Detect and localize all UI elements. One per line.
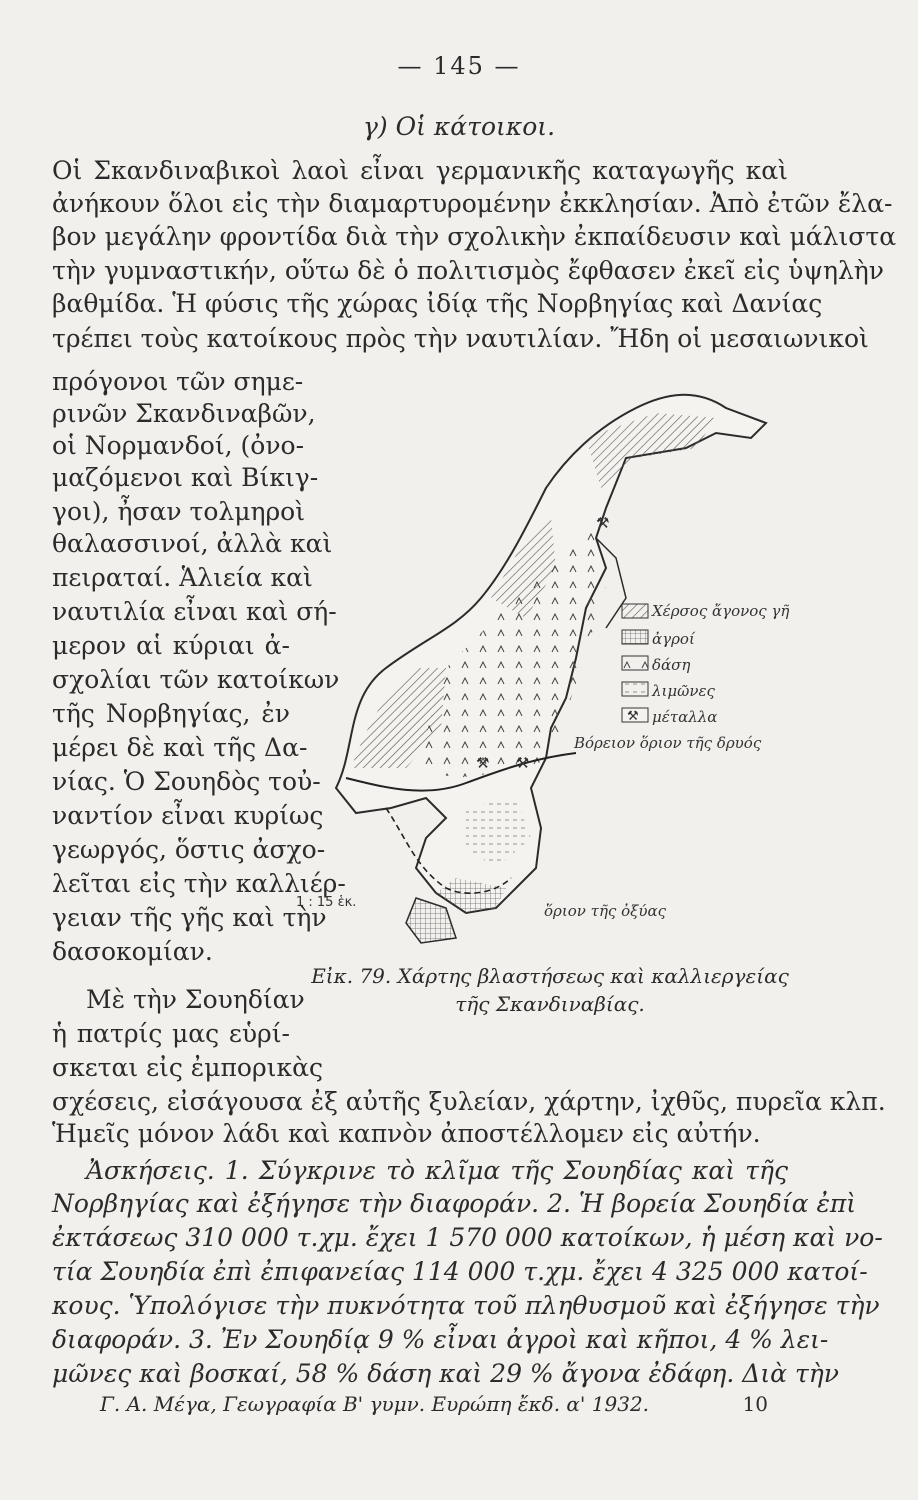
map-scale: 1 : 15 ἑκ. (296, 895, 357, 910)
text-line: ναντίον εἶναι κυρίως (52, 801, 324, 830)
signature-number: 10 (742, 1392, 768, 1416)
legend-label: δάση (652, 656, 691, 674)
text-line: βαθμίδα. Ἡ φύσις τῆς χώρας ἰδίᾳ τῆς Νορβηγίας καὶ Δανίας (52, 289, 823, 318)
text-line: τὴν γυμναστικήν, οὕτω δὲ ὁ πολιτισμὸς ἔφθασεν ἐκεῖ εἰς ὑψηλὴν (52, 256, 884, 285)
footer-citation: Γ. Α. Μέγα, Γεωγραφία Β' γυμν. Ευρώπη ἔκδ. α' 1932. (100, 1392, 650, 1416)
text-line: λεῖται εἰς τὴν καλλιέρ- (52, 869, 346, 898)
text-line: ἡ πατρίς μας εὑρί- (52, 1019, 290, 1048)
exercise-line: τία Σουηδία ἐπὶ ἐπιφανείας 114 000 τ.χμ. ἔχει 4 325 000 κατοί- (52, 1257, 868, 1286)
legend-label: ἀγροί (652, 630, 695, 648)
legend-label: μέταλλα (652, 708, 718, 726)
text-line: θαλασσινοί, ἀλλὰ καὶ (52, 529, 333, 558)
oak-limit-label: Βόρειον ὅριον τῆς δρυός (574, 734, 762, 752)
text-line: πρόγονοι τῶν σημε- (52, 367, 304, 396)
text-line: σχολίαι τῶν κατοίκων (52, 665, 340, 694)
text-line: τρέπει τοὺς κατοίκους πρὸς τὴν ναυτιλίαν. Ἤδη οἱ μεσαιωνικοὶ (52, 324, 869, 353)
text-line: τῆς Νορβηγίας, ἐν (52, 699, 290, 728)
text-line: ἀνήκουν ὅλοι εἰς τὴν διαμαρτυρομένην ἐκκλησίαν. Ἀπὸ ἐτῶν ἔλα- (52, 189, 893, 218)
figure-caption: τῆς Σκανδιναβίας. (455, 992, 645, 1016)
text-line: βον μεγάλην φροντίδα διὰ τὴν σχολικὴν ἐκπαίδευσιν καὶ μάλιστα (52, 222, 897, 251)
text-line: πειραταί. Ἁλιεία καὶ (52, 563, 313, 592)
exercise-line: κους. Ὑπολόγισε τὴν πυκνότητα τοῦ πληθυσμοῦ καὶ ἐξήγησε τὴν (52, 1291, 880, 1320)
legend-label: λιμῶνες (652, 682, 715, 700)
figure-caption: Εἰκ. 79. Χάρτης βλαστήσεως καὶ καλλιεργείας (311, 964, 789, 988)
svg-text:⚒: ⚒ (627, 709, 639, 724)
text-line: γοι), ἦσαν τολμηροὶ (52, 497, 306, 526)
exercise-line: διαφοράν. 3. Ἐν Σουηδίᾳ 9 % εἶναι ἀγροὶ καὶ κῆποι, 4 % λει- (52, 1325, 829, 1354)
exercise-line: Νορβηγίας καὶ ἐξήγησε τὴν διαφοράν. 2. Ἡ βορεία Σουηδία ἐπὶ (52, 1189, 857, 1218)
legend-label: Χέρσος ἄγονος γῆ (652, 602, 790, 620)
map-legend (622, 602, 789, 726)
text-line: σχέσεις, εἰσάγουσα ἐξ αὐτῆς ξυλείαν, χάρτην, ἰχθῦς, πυρεῖα κλπ. (52, 1087, 886, 1116)
text-line: δασοκομίαν. (52, 937, 213, 966)
svg-text:⚒: ⚒ (476, 754, 490, 772)
beech-limit-label: ὅριον τῆς ὀξύας (544, 902, 667, 920)
text-line: νίας. Ὁ Σουηδὸς τοὐ- (52, 767, 321, 796)
text-line: μαζόμενοι καὶ Βίκιγ- (52, 463, 319, 492)
page-number: — 145 — (397, 52, 521, 80)
section-heading: γ) Οἱ κάτοικοι. (362, 112, 556, 141)
text-line: Ἡμεῖς μόνον λάδι καὶ καπνὸν ἀποστέλλομεν εἰς αὐτήν. (52, 1119, 761, 1148)
exercise-line: ἐκτάσεως 310 000 τ.χμ. ἔχει 1 570 000 κατοίκων, ἡ μέση καὶ νο- (52, 1223, 883, 1252)
text-line: μερον αἱ κύριαι ἀ- (52, 631, 290, 660)
text-line: γειαν τῆς γῆς καὶ τὴν (52, 903, 327, 932)
page-footer (100, 1392, 768, 1416)
text-line: ρινῶν Σκανδιναβῶν, (52, 399, 316, 428)
text-line: Οἱ Σκανδιναβικοὶ λαοὶ εἶναι γερμανικῆς καταγωγῆς καὶ (52, 156, 788, 185)
svg-text:⚒: ⚒ (516, 754, 530, 772)
text-line: οἱ Νορμανδοί, (ὀνο- (52, 431, 305, 460)
svg-text:⚒: ⚒ (596, 514, 610, 532)
exercise-line: μῶνες καὶ βοσκαί, 58 % δάση καὶ 29 % ἄγονα ἐδάφη. Διὰ τὴν (52, 1359, 839, 1388)
text-line: μέρει δὲ καὶ τῆς Δα- (52, 733, 308, 762)
text-line: ναυτιλία εἶναι καὶ σή- (52, 597, 337, 626)
text-line: Μὲ τὴν Σουηδίαν (86, 985, 305, 1014)
exercise-line: Ἀσκήσεις. 1. Σύγκρινε τὸ κλῖμα τῆς Σουηδίας καὶ τῆς (86, 1156, 788, 1185)
text-line: γεωργός, ὅστις ἀσχο- (52, 835, 326, 864)
scandinavia-vegetation-map (296, 368, 792, 948)
text-line: σκεται εἰς ἐμπορικὰς (52, 1053, 323, 1082)
